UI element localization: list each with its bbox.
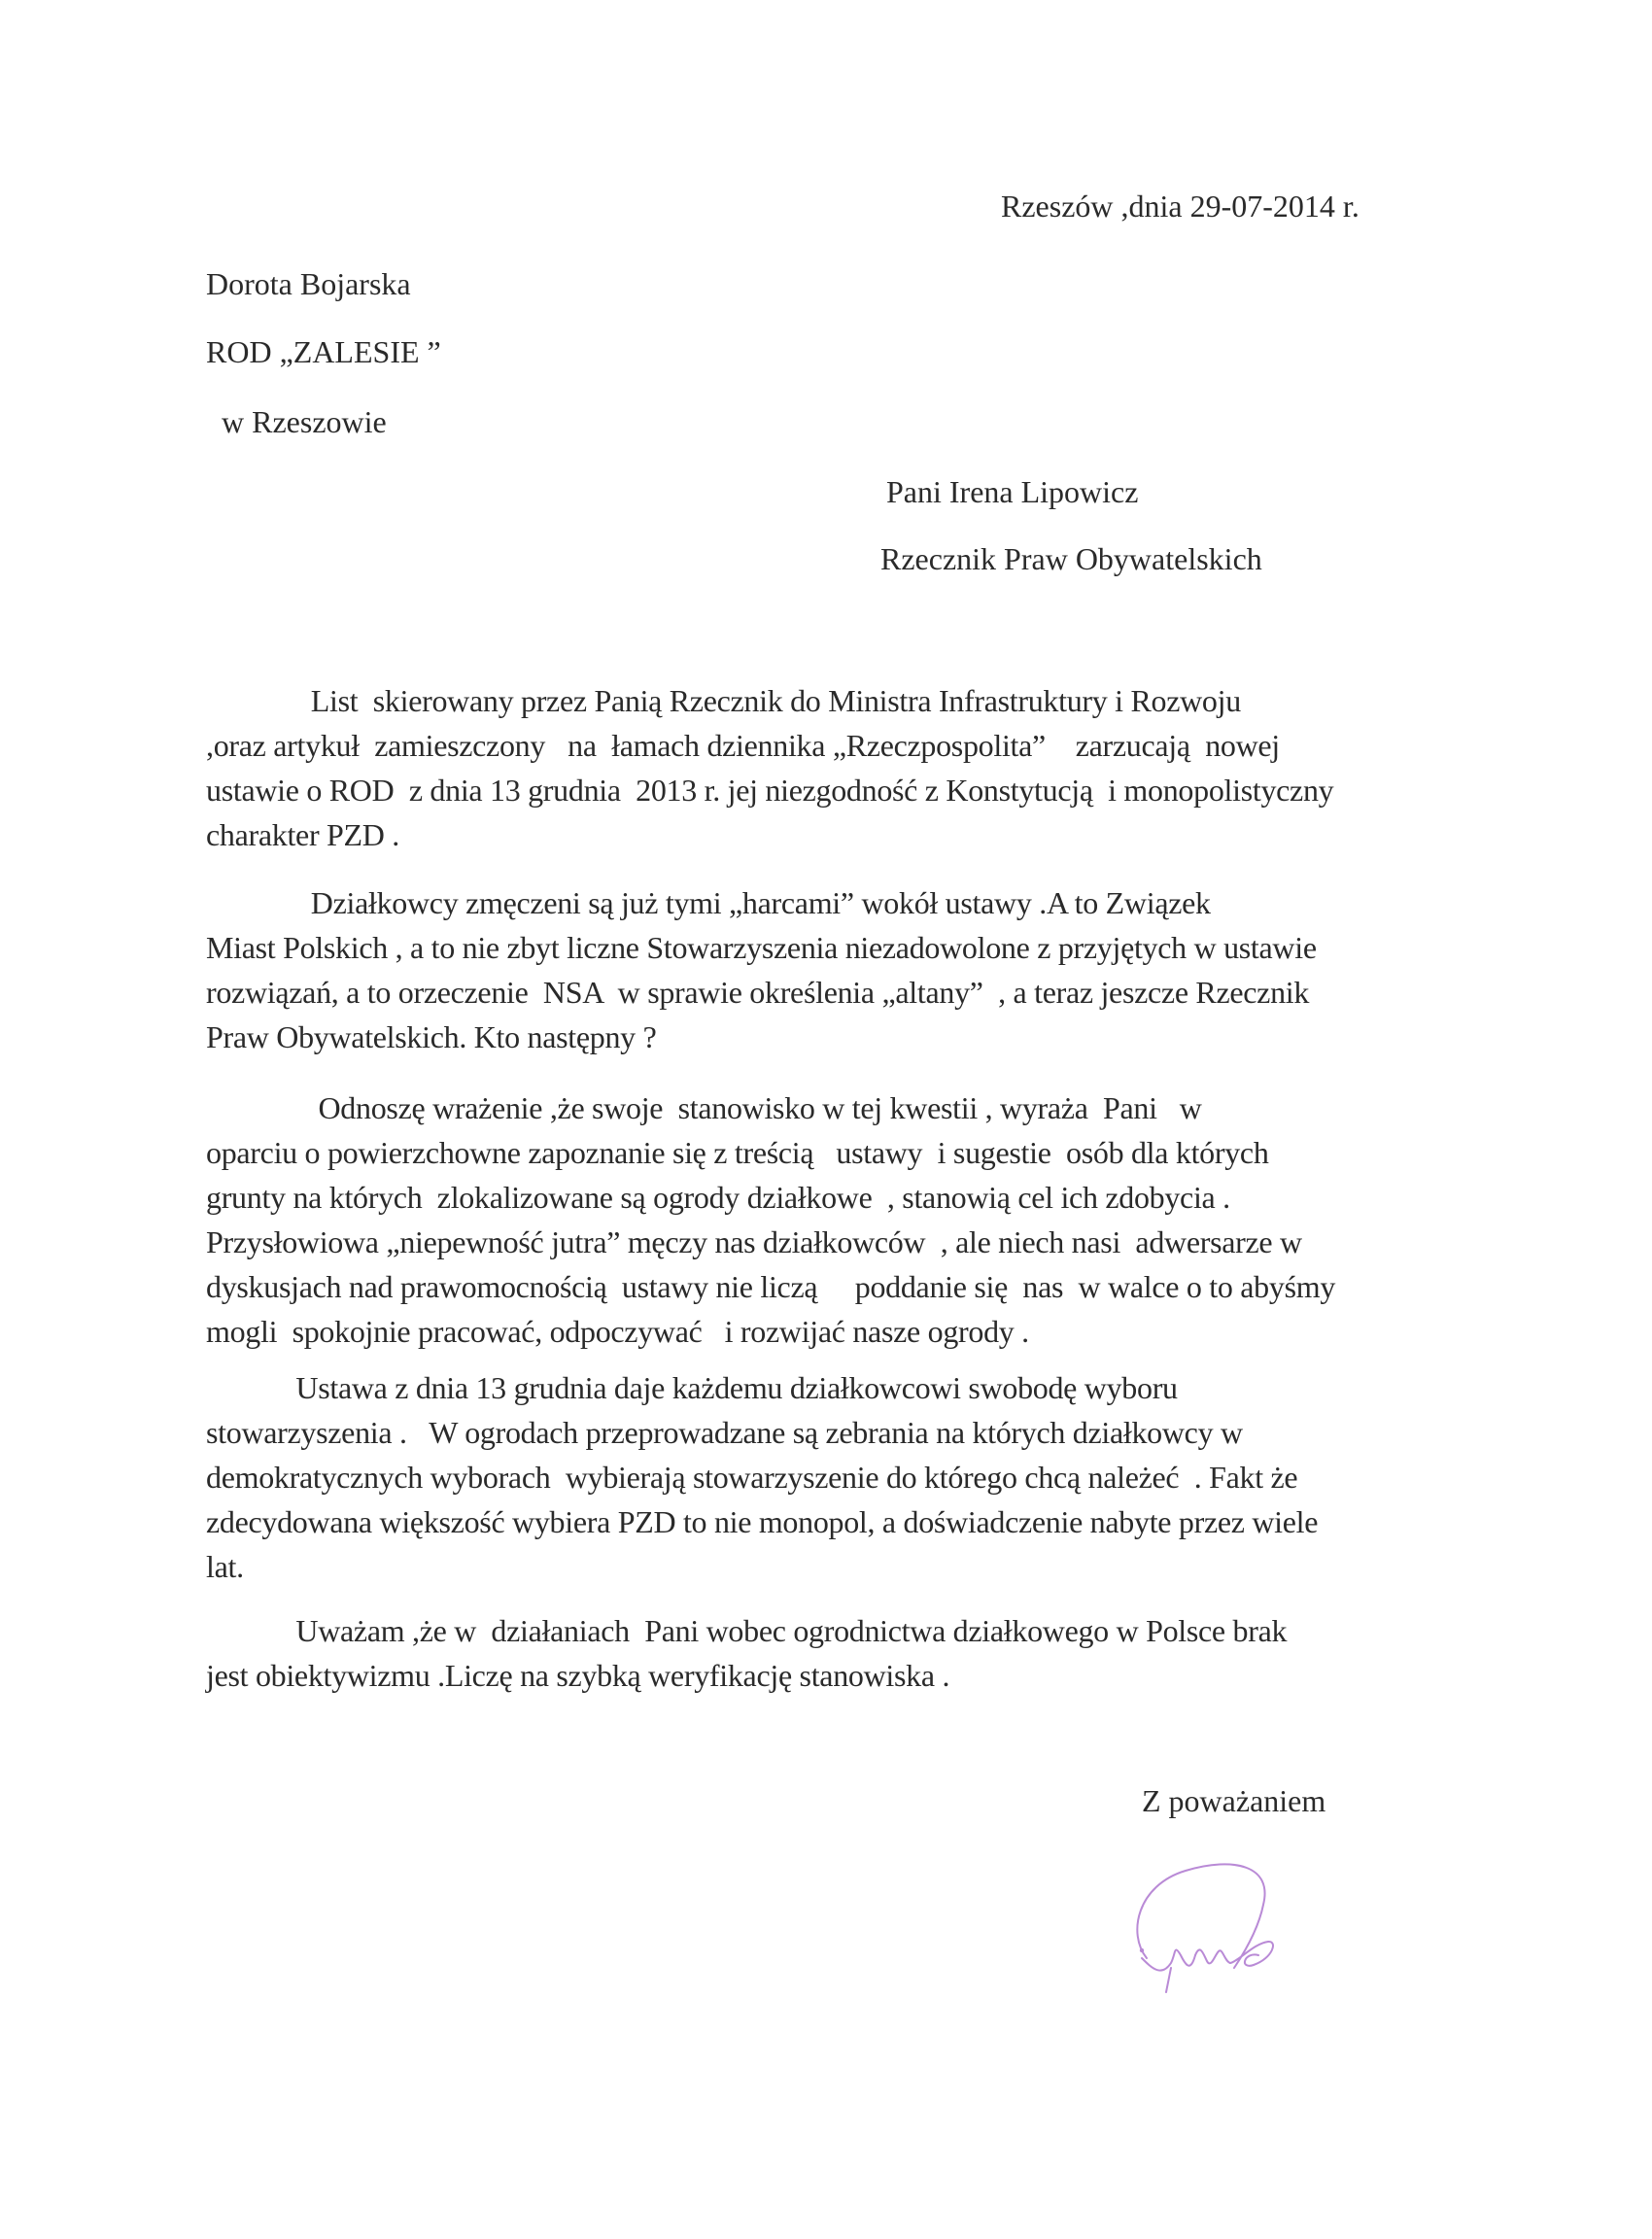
body-paragraph-4 (206, 1365, 1396, 1589)
sender-city: w Rzeszowie (222, 404, 387, 439)
paragraph-line: charakter PZD . (206, 817, 399, 852)
paragraph-line: Ustawa z dnia 13 grudnia daje każdemu działkowcowi swobodę wyboru (206, 1370, 1178, 1405)
recipient-title: Rzecznik Praw Obywatelskich (880, 541, 1262, 576)
handwritten-signature-icon (1118, 1846, 1312, 2002)
recipient-name: Pani Irena Lipowicz (886, 474, 1139, 509)
body-paragraph-1 (206, 678, 1396, 857)
paragraph-line: grunty na których zlokalizowane są ogrody działkowe , stanowią cel ich zdobycia . (206, 1180, 1230, 1215)
paragraph-line: stowarzyszenia . W ogrodach przeprowadzane są zebrania na których działkowcy w (206, 1415, 1243, 1450)
place-date: Rzeszów ,dnia 29-07-2014 r. (1001, 189, 1359, 224)
paragraph-line: Przysłowiowa „niepewność jutra” męczy nas działkowców , ale niech nasi adwersarze w (206, 1224, 1302, 1259)
paragraph-line: demokratycznych wyborach wybierają stowarzyszenie do którego chcą należeć . Fakt że (206, 1460, 1298, 1495)
paragraph-line: lat. (206, 1549, 244, 1584)
body-paragraph-5 (206, 1608, 1396, 1698)
paragraph-line: dyskusjach nad prawomocnością ustawy nie liczą poddanie się nas w walce o to abyśmy (206, 1269, 1336, 1304)
paragraph-line: ustawie o ROD z dnia 13 grudnia 2013 r. jej niezgodność z Konstytucją i monopolistyczny (206, 773, 1334, 808)
paragraph-line: Praw Obywatelskich. Kto następny ? (206, 1019, 657, 1054)
paragraph-line: Miast Polskich , a to nie zbyt liczne Stowarzyszenia niezadowolone z przyjętych w ustawie (206, 930, 1317, 965)
sender-name: Dorota Bojarska (206, 266, 411, 301)
closing-salutation: Z poważaniem (1142, 1783, 1326, 1818)
paragraph-line: jest obiektywizmu .Liczę na szybką weryfikację stanowiska . (206, 1658, 950, 1693)
paragraph-line: List skierowany przez Panią Rzecznik do Ministra Infrastruktury i Rozwoju (206, 683, 1241, 718)
paragraph-line: oparciu o powierzchowne zapoznanie się z treścią ustawy i sugestie osób dla których (206, 1135, 1269, 1170)
paragraph-line: Uważam ,że w działaniach Pani wobec ogrodnictwa działkowego w Polsce brak (206, 1613, 1288, 1648)
paragraph-line: mogli spokojnie pracować, odpoczywać i rozwijać nasze ogrody . (206, 1314, 1029, 1349)
paragraph-line: ,oraz artykuł zamieszczony na łamach dziennika „Rzeczpospolita” zarzucają nowej (206, 728, 1280, 763)
body-paragraph-2 (206, 880, 1396, 1059)
sender-organization: ROD „ZALESIE ” (206, 334, 441, 369)
paragraph-line: zdecydowana większość wybiera PZD to nie monopol, a doświadczenie nabyte przez wiele (206, 1504, 1319, 1539)
body-paragraph-3 (206, 1085, 1396, 1354)
paragraph-line: Odnoszę wrażenie ,że swoje stanowisko w tej kwestii , wyraża Pani w (206, 1090, 1202, 1125)
paragraph-line: Działkowcy zmęczeni są już tymi „harcami” wokół ustawy .A to Związek (206, 885, 1211, 920)
paragraph-line: rozwiązań, a to orzeczenie NSA w sprawie określenia „altany” , a teraz jeszcze Rzecznik (206, 975, 1310, 1010)
